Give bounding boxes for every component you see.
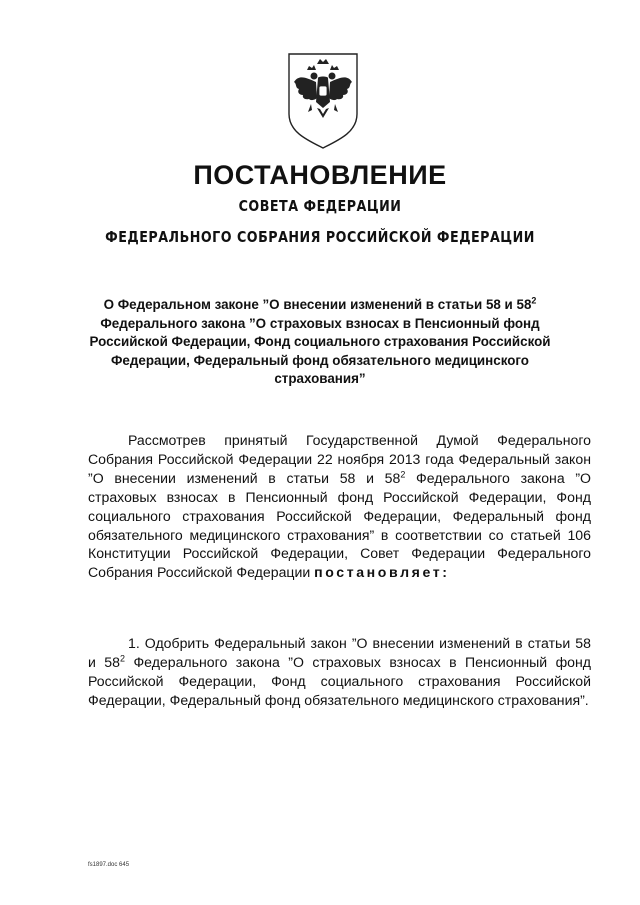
approve-text-part2: Федерального закона ”О страховых взносах в Пенсионный фонд Российской Федерации, Фонд социального страхования Российской Федерации, Федеральный фонд обязательного медицинского страхования”. bbox=[88, 653, 592, 708]
preamble-superscript: 2 bbox=[400, 469, 406, 480]
paragraph-preamble bbox=[88, 431, 591, 582]
document-subtitle-assembly: ФЕДЕРАЛЬНОГО СОБРАНИЯ РОССИЙСКОЙ ФЕДЕРАЦИИ bbox=[105, 228, 535, 246]
footer-file-code: fs1897.doc 645 bbox=[88, 862, 130, 868]
approve-superscript: 2 bbox=[120, 653, 126, 664]
document-subtitle-council: СОВЕТА ФЕДЕРАЦИИ bbox=[238, 197, 402, 215]
russian-coat-of-arms-icon bbox=[287, 52, 359, 150]
paragraph-approve bbox=[88, 634, 591, 710]
document-title: ПОСТАНОВЛЕНИЕ bbox=[193, 160, 447, 190]
resolves-keyword: постановляет: bbox=[314, 564, 450, 581]
approve-text-part1: 1. Одобрить Федеральный закон ”О внесении изменений в статьи 58 и 58 bbox=[88, 635, 591, 670]
preamble-text-part2: Федерального закона ”О страховых взносах в Пенсионный фонд Российской Федерации, Фонд социального страхования Российской Федерации, Федеральный фонд обязательного медицинского страхования” в соответствии со статьей 106 Конституции Российской Федерации, Совет Федерации Федерального Собрания Российской Федерации bbox=[88, 469, 592, 581]
subject-text-part2: Федерального закона ”О страховых взносах в Пенсионный фонд Российской Федерации, Фонд социального страхования Российской Федерации, Федеральный фонд обязательного медицинского страхования” bbox=[89, 315, 551, 386]
subject-text-part1: О Федеральном законе ”О внесении изменений в статьи 58 и 58 bbox=[103, 297, 532, 312]
document-subject bbox=[70, 296, 570, 389]
subject-superscript: 2 bbox=[531, 295, 537, 306]
preamble-text-part1: Рассмотрев принятый Государственной Думой Федерального Собрания Российской Федерации 22 ноября 2013 года Федеральный закон ”О внесении изменений в статьи 58 и 58 bbox=[88, 432, 591, 486]
